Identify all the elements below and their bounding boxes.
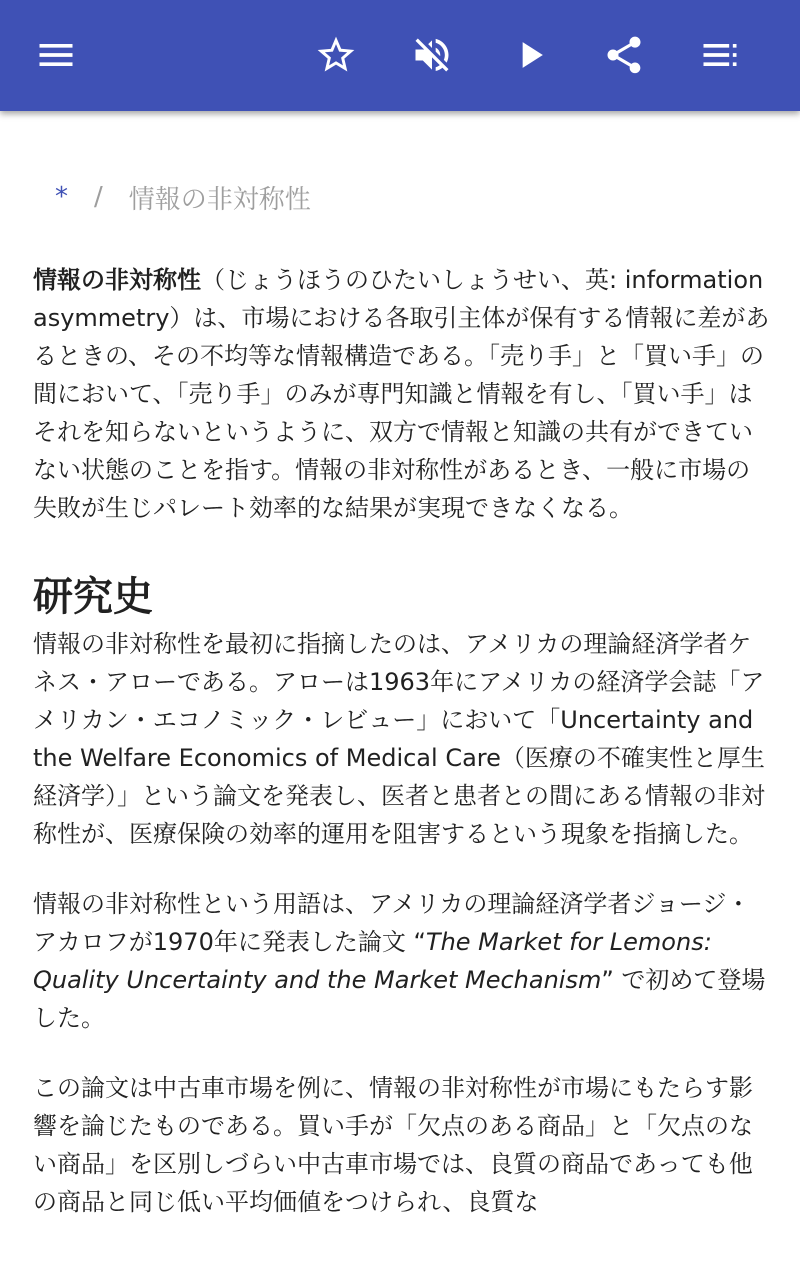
star-icon	[314, 33, 358, 77]
breadcrumb-current: 情報の非対称性	[128, 184, 311, 215]
play-button[interactable]	[502, 27, 558, 83]
intro-term: 情報の非対称性	[33, 266, 201, 294]
share-button[interactable]	[596, 27, 652, 83]
breadcrumb-separator: /	[94, 182, 103, 212]
paper-title: The Market for Lemons: Quality Uncertainty and the Market Mechanism	[33, 928, 712, 994]
history-paragraph-3: この論文は中古車市場を例に、情報の非対称性が市場にもたらす影響を論じたものである。買い手が「欠点のある商品」と「欠点のない商品」を区別しづらい中古車市場では、良質の商品であっても他の商品と同じ低い平均価値をつけられ、良質な	[33, 1074, 753, 1216]
history-paragraph-2	[33, 885, 773, 1037]
contents-button[interactable]	[692, 27, 748, 83]
favorite-button[interactable]	[308, 27, 364, 83]
para3-after: ” で初めて登場した。	[33, 966, 766, 1032]
menu-button[interactable]	[28, 27, 84, 83]
intro-text: （じょうほうのひたいしょうせい、英: information asymmetry）は、市場における各取引主体が保有する情報に差があるときの、その不均等な情報構造である。「売り手」と「買い手」の間において、「売り手」のみが専門知識と情報を有し、「買い手」はそれを知らないというように、双方で情報と知識の共有ができていない状態のことを指す。情報の非対称性があるとき、一般に市場の失敗が生じパレート効率的な結果が実現できなくなる。	[33, 266, 770, 522]
play-icon	[508, 33, 552, 77]
breadcrumb-home-link[interactable]: *	[55, 182, 68, 212]
intro-paragraph	[33, 261, 773, 527]
para3-before: 情報の非対称性という用語は、アメリカの理論経済学者ジョージ・アカロフが1970年に発表した論文 “	[33, 890, 751, 956]
list-icon	[698, 33, 742, 77]
app-bar	[0, 0, 800, 111]
mute-button[interactable]	[404, 27, 460, 83]
history-paragraph-1: 情報の非対称性を最初に指摘したのは、アメリカの理論経済学者ケネス・アローである。アローは1963年にアメリカの経済学会誌「アメリカン・エコノミック・レビュー」において「Uncertainty and the Welfare Economics of Medical Care（医療の不確実性と厚生経済学）」という論文を発表し、医者と患者との間にある情報の非対称性が、医療保険の効率的運用を阻害するという現象を指摘した。	[33, 630, 765, 848]
section-title: 研究史	[33, 574, 153, 620]
volume-off-icon	[410, 33, 454, 77]
share-icon	[602, 33, 646, 77]
article-content	[33, 111, 773, 1221]
menu-icon	[34, 33, 78, 77]
breadcrumb	[33, 177, 773, 217]
